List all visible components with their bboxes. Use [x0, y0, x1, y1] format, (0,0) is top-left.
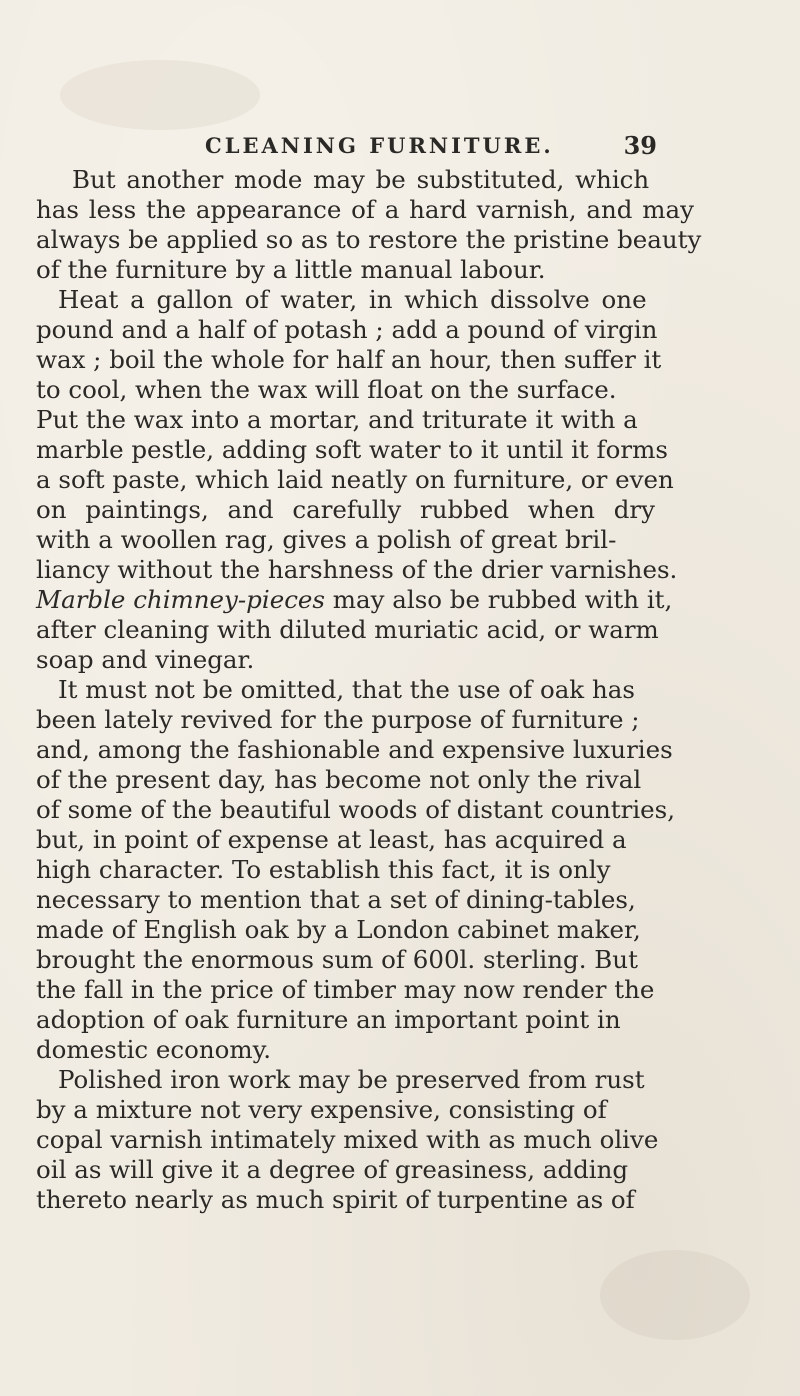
text-line: soap and vinegar. [36, 645, 255, 674]
text-line: It must not be omitted, that the use of oak has [58, 675, 635, 704]
page-number: 39 [623, 131, 657, 160]
paper-stain [60, 60, 260, 130]
text-line: but, in point of expense at least, has acquired a [36, 825, 627, 854]
text-line: and, among the fashionable and expensive luxuries [36, 735, 673, 764]
text-line: marble pestle, adding soft water to it until it forms [36, 435, 668, 464]
text-line: after cleaning with diluted muriatic acid, or warm [36, 615, 659, 644]
text-line: Polished iron work may be preserved from rust [58, 1065, 645, 1094]
paper-stain [600, 1250, 750, 1340]
italic-phrase: Marble chimney-pieces [36, 585, 325, 614]
text-line: of the furniture by a little manual labour. [36, 255, 546, 284]
line-continuation: may also be rubbed with it, [325, 585, 673, 614]
text-line: wax ; boil the whole for half an hour, then suffer it [36, 345, 662, 374]
text-line: has less the appearance of a hard varnish, and may [36, 195, 694, 224]
text-line: pound and a half of potash ; add a pound of virgin [36, 315, 658, 344]
text-line: to cool, when the wax will float on the surface. [36, 375, 617, 404]
text-line: domestic economy. [36, 1035, 272, 1064]
text-line: of the present day, has become not only the rival [36, 765, 642, 794]
text-line: always be applied so as to restore the pristine beauty [36, 225, 702, 254]
text-line: But another mode may be substituted, which [72, 165, 650, 194]
text-line: on paintings, and carefully rubbed when dry [36, 495, 655, 524]
text-line: oil as will give it a degree of greasiness, adding [36, 1155, 629, 1184]
text-line: Put the wax into a mortar, and triturate it with a [36, 405, 638, 434]
text-line: high character. To establish this fact, it is only [36, 855, 611, 884]
text-line: by a mixture not very expensive, consisting of [36, 1095, 607, 1124]
text-line: made of English oak by a London cabinet maker, [36, 915, 641, 944]
text-line: brought the enormous sum of 600l. sterling. But [36, 945, 638, 974]
text-line: necessary to mention that a set of dining-tables, [36, 885, 636, 914]
text-line [36, 585, 672, 615]
text-line: the fall in the price of timber may now render the [36, 975, 655, 1004]
text-line: of some of the beautiful woods of distant countries, [36, 795, 676, 824]
text-line: thereto nearly as much spirit of turpentine as of [36, 1185, 635, 1214]
text-line: been lately revived for the purpose of furniture ; [36, 705, 640, 734]
text-line: a soft paste, which laid neatly on furniture, or even [36, 465, 674, 494]
text-line: with a woollen rag, gives a polish of great bril- [36, 525, 617, 554]
text-line: liancy without the harshness of the drier varnishes. [36, 555, 678, 584]
running-head [205, 133, 665, 167]
running-title: CLEANING FURNITURE. [205, 133, 554, 158]
text-line: adoption of oak furniture an important point in [36, 1005, 621, 1034]
text-line: Heat a gallon of water, in which dissolve one [58, 285, 647, 314]
text-line: copal varnish intimately mixed with as much olive [36, 1125, 659, 1154]
